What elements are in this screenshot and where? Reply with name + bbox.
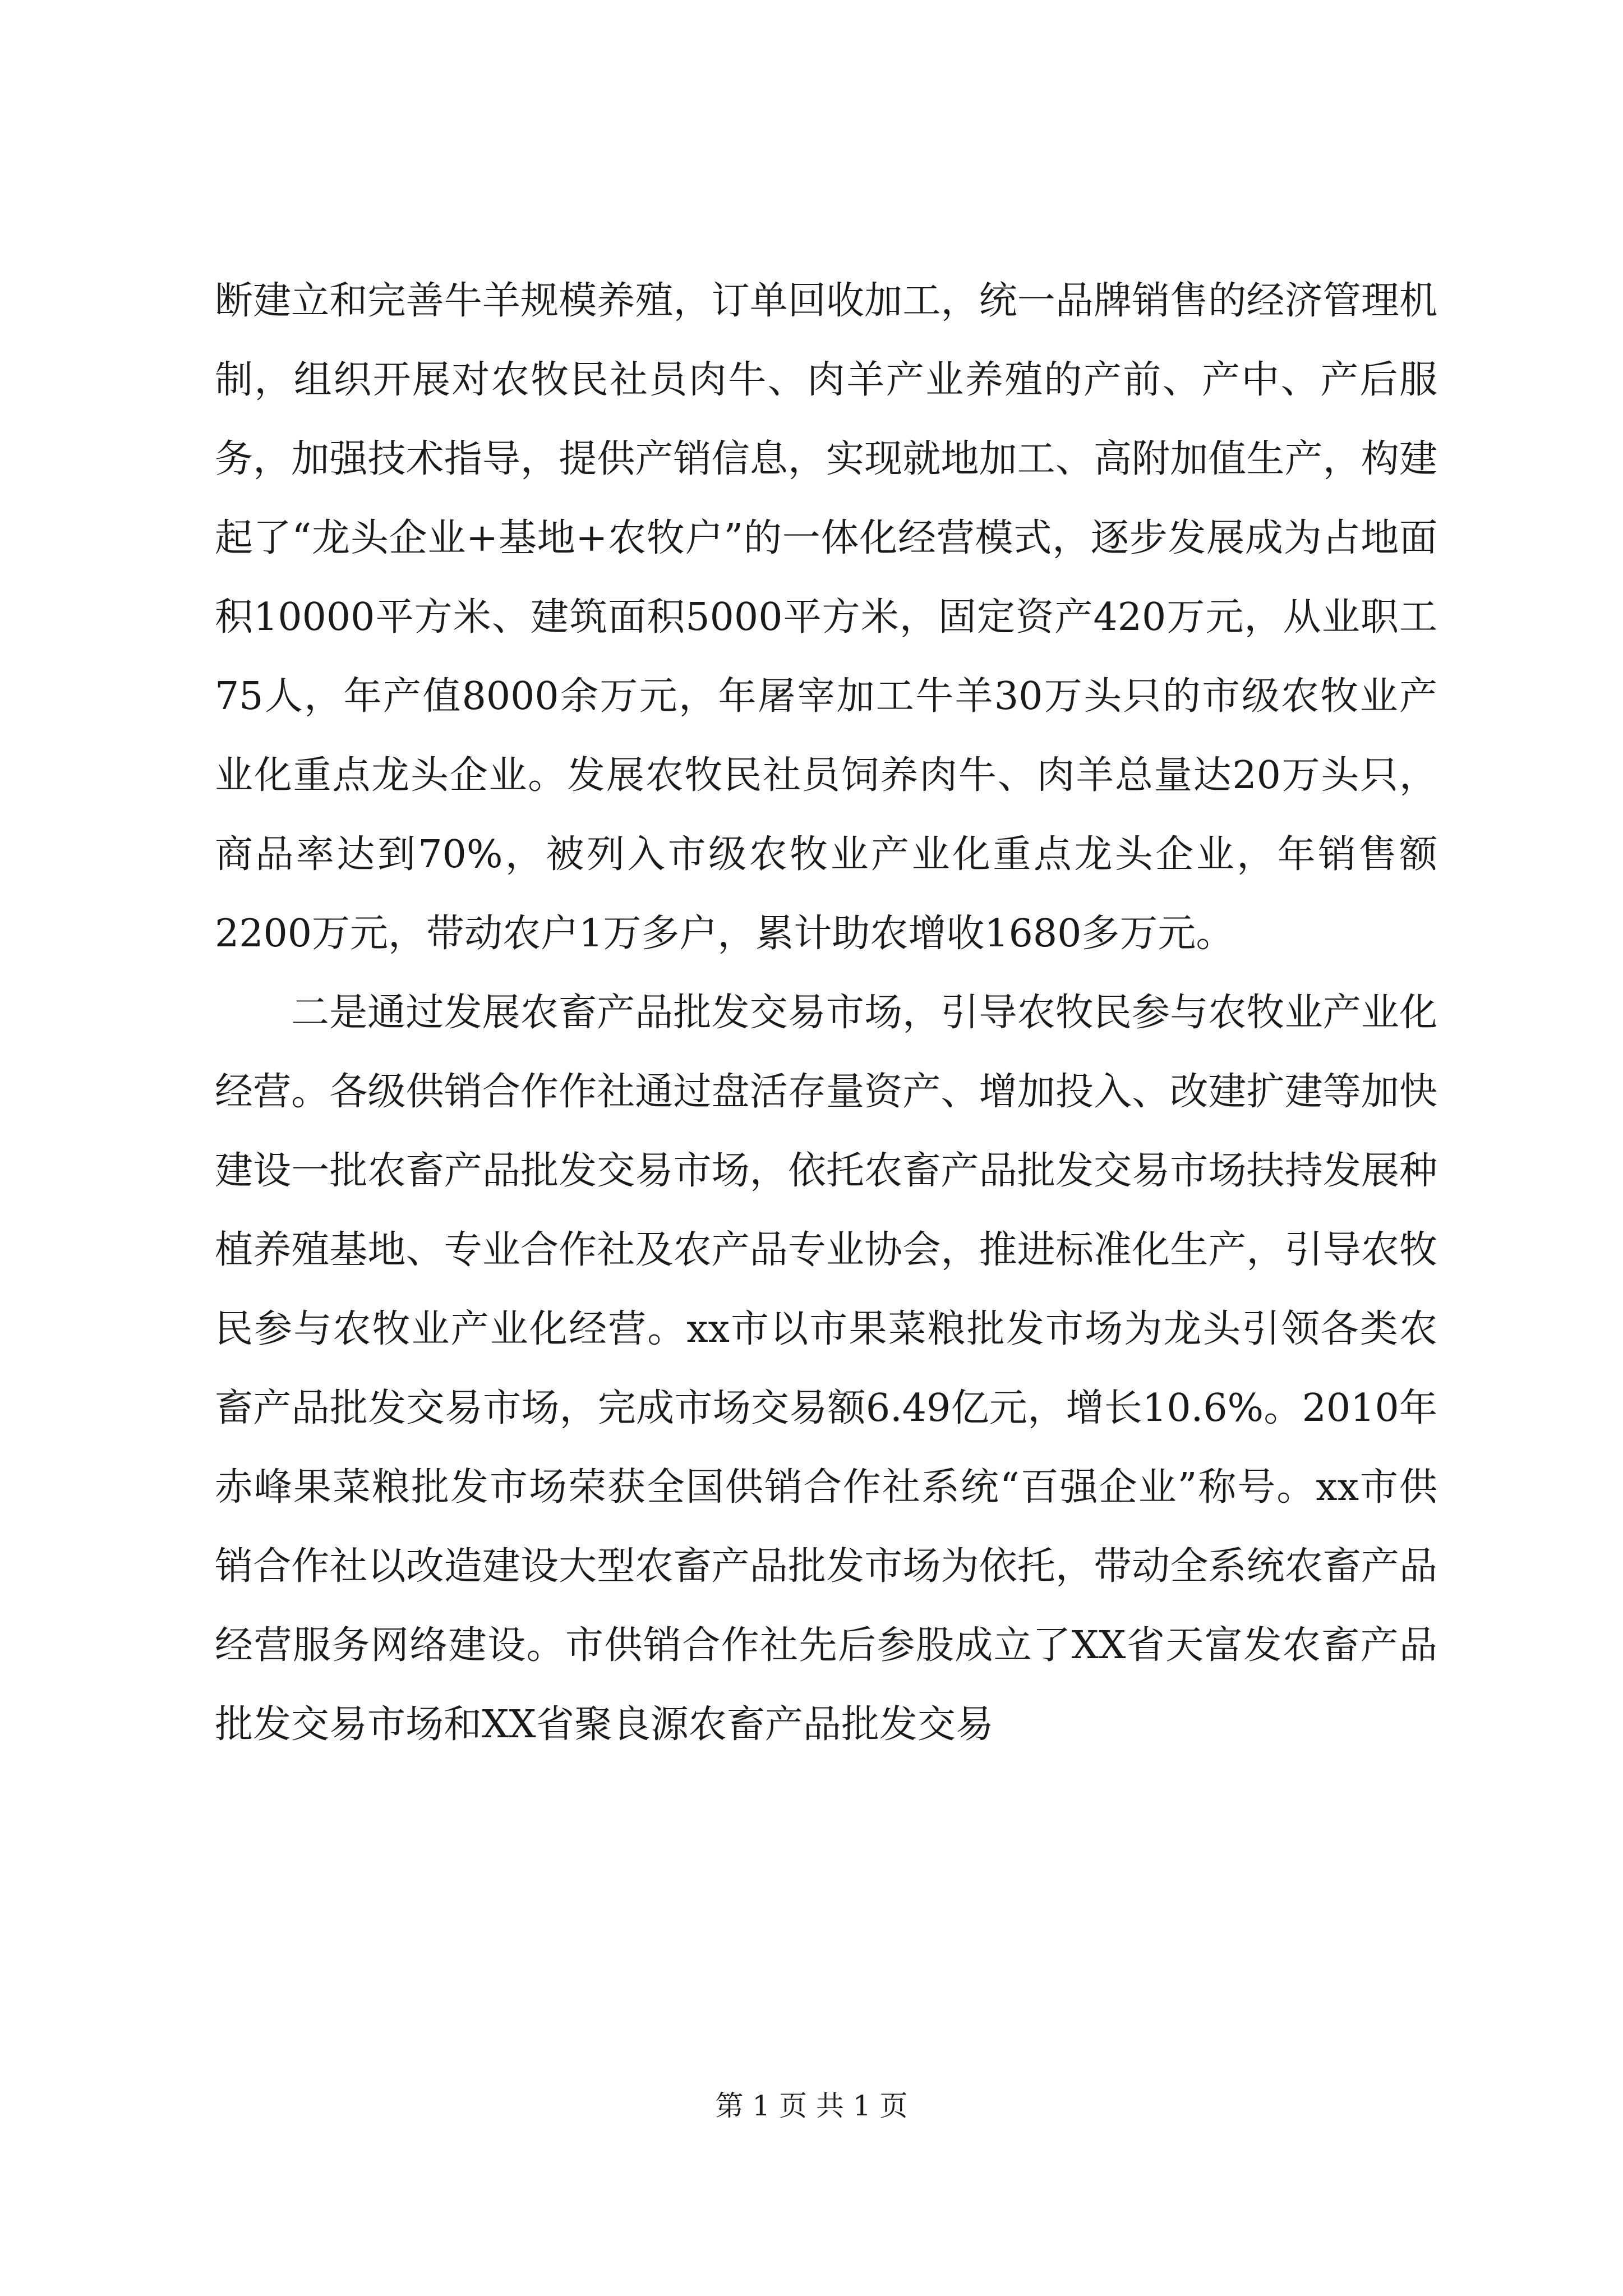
document-body bbox=[215, 261, 1437, 1764]
page-number-label: 第 1 页 共 1 页 bbox=[715, 2090, 908, 2122]
paragraph-1: 断建立和完善牛羊规模养殖，订单回收加工，统一品牌销售的经济管理机制，组织开展对农牧民社员肉牛、肉羊产业养殖的产前、产中、产后服务，加强技术指导，提供产销信息，实现就地加工、高附加值生产，构建起了“龙头企业+基地+农牧户”的一体化经营模式，逐步发展成为占地面积10000平方米、建筑面积5000平方米，固定资产420万元，从业职工75人，年产值8000余万元，年屠宰加工牛羊30万头只的市级农牧业产业化重点龙头企业。发展农牧民社员饲养肉牛、肉羊总量达20万头只，商品率达到70%，被列入市级农牧业产业化重点龙头企业，年销售额2200万元，带动农户1万多户，累计助农增收1680多万元。 bbox=[215, 279, 1437, 956]
page-footer bbox=[0, 2088, 1623, 2124]
paragraph-2: 二是通过发展农畜产品批发交易市场，引导农牧民参与农牧业产业化经营。各级供销合作作社通过盘活存量资产、增加投入、改建扩建等加快建设一批农畜产品批发交易市场，依托农畜产品批发交易市场扶持发展种植养殖基地、专业合作社及农产品专业协会，推进标准化生产，引导农牧民参与农牧业产业化经营。xx市以市果菜粮批发市场为龙头引领各类农畜产品批发交易市场，完成市场交易额6.49亿元，增长10.6%。2010年赤峰果菜粮批发市场荣获全国供销合作社系统“百强企业”称号。xx市供销合作社以改造建设大型农畜产品批发市场为依托，带动全系统农畜产品经营服务网络建设。市供销合作社先后参股成立了XX省天富发农畜产品批发交易市场和XX省聚良源农畜产品批发交易 bbox=[215, 991, 1437, 1747]
